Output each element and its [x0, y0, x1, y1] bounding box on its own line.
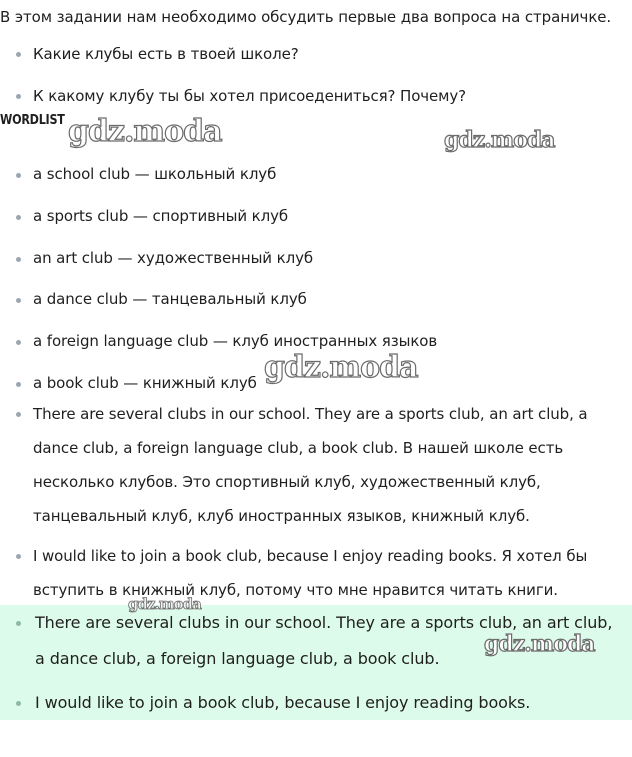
- question-1: Какие клубы есть в твоей школе?: [33, 45, 299, 63]
- bullet-icon: [16, 382, 21, 387]
- answer-2-line-1: I would like to join a book club, because I enjoy reading books. Я хотел бы: [33, 547, 588, 565]
- list-item: [0, 279, 632, 321]
- bullet-icon: [16, 94, 21, 99]
- green-answer-1-line-2: a dance club, a foreign language club, a book club.: [35, 649, 440, 668]
- bullet-icon: [16, 554, 21, 559]
- watermark-logo: gdz.moda: [484, 631, 595, 657]
- watermark-logo: gdz.moda: [444, 127, 555, 153]
- bullet-icon: [16, 340, 21, 345]
- list-item: [0, 539, 632, 607]
- word-book-club: a book club — книжный клуб: [33, 373, 257, 392]
- list-item: [0, 75, 632, 117]
- bullet-icon: [16, 298, 21, 303]
- wordlist-heading: WORDLIST: [0, 113, 65, 128]
- answer-2-line-2: вступить в книжный клуб, потому что мне нравится читать книги.: [33, 581, 558, 599]
- answer-1-line-2: dance club, a foreign language club, a book club. В нашей школе есть: [33, 439, 564, 457]
- list-item: [0, 154, 632, 196]
- bullet-icon: [16, 621, 21, 626]
- intro-text: В этом задании нам необходимо обсудить первые два вопроса на страничке.: [0, 8, 612, 26]
- watermark-logo: gdz.moda: [264, 350, 418, 385]
- watermark-logo: gdz.moda: [68, 114, 222, 149]
- word-art-club: an art club — художественный клуб: [33, 248, 314, 267]
- list-item: [0, 685, 632, 721]
- answer-1-line-4: танцевальный клуб, клуб иностранных языков, книжный клуб.: [33, 507, 530, 525]
- english-answers-list: [0, 605, 632, 721]
- green-answer-2-line-1: I would like to join a book club, because I enjoy reading books.: [35, 693, 531, 712]
- word-foreign-language-club: a foreign language club — клуб иностранных языков: [33, 332, 438, 351]
- answers-list: [0, 397, 632, 607]
- list-item: [0, 196, 632, 238]
- answer-1-line-1: There are several clubs in our school. They are a sports club, an art club, a: [33, 405, 588, 423]
- bullet-icon: [16, 701, 21, 706]
- questions-list: [0, 33, 632, 117]
- list-item: [0, 238, 632, 280]
- bullet-icon: [16, 215, 21, 220]
- bullet-icon: [16, 52, 21, 57]
- question-2: К какому клубу ты бы хотел присоедениться? Почему?: [33, 87, 467, 105]
- green-answer-1-line-1: There are several clubs in our school. They are a sports club, an art club,: [35, 613, 613, 632]
- word-sports-club: a sports club — спортивный клуб: [33, 206, 289, 225]
- watermark-logo: gdz.moda: [128, 595, 201, 613]
- word-dance-club: a dance club — танцевальный клуб: [33, 290, 307, 309]
- bullet-icon: [16, 173, 21, 178]
- bullet-icon: [16, 257, 21, 262]
- word-school-club: a school club — школьный клуб: [33, 165, 277, 183]
- answer-1-line-3: несколько клубов. Это спортивный клуб, художественный клуб,: [33, 473, 541, 491]
- list-item: [0, 397, 632, 533]
- bullet-icon: [16, 412, 21, 417]
- list-item: [0, 33, 632, 75]
